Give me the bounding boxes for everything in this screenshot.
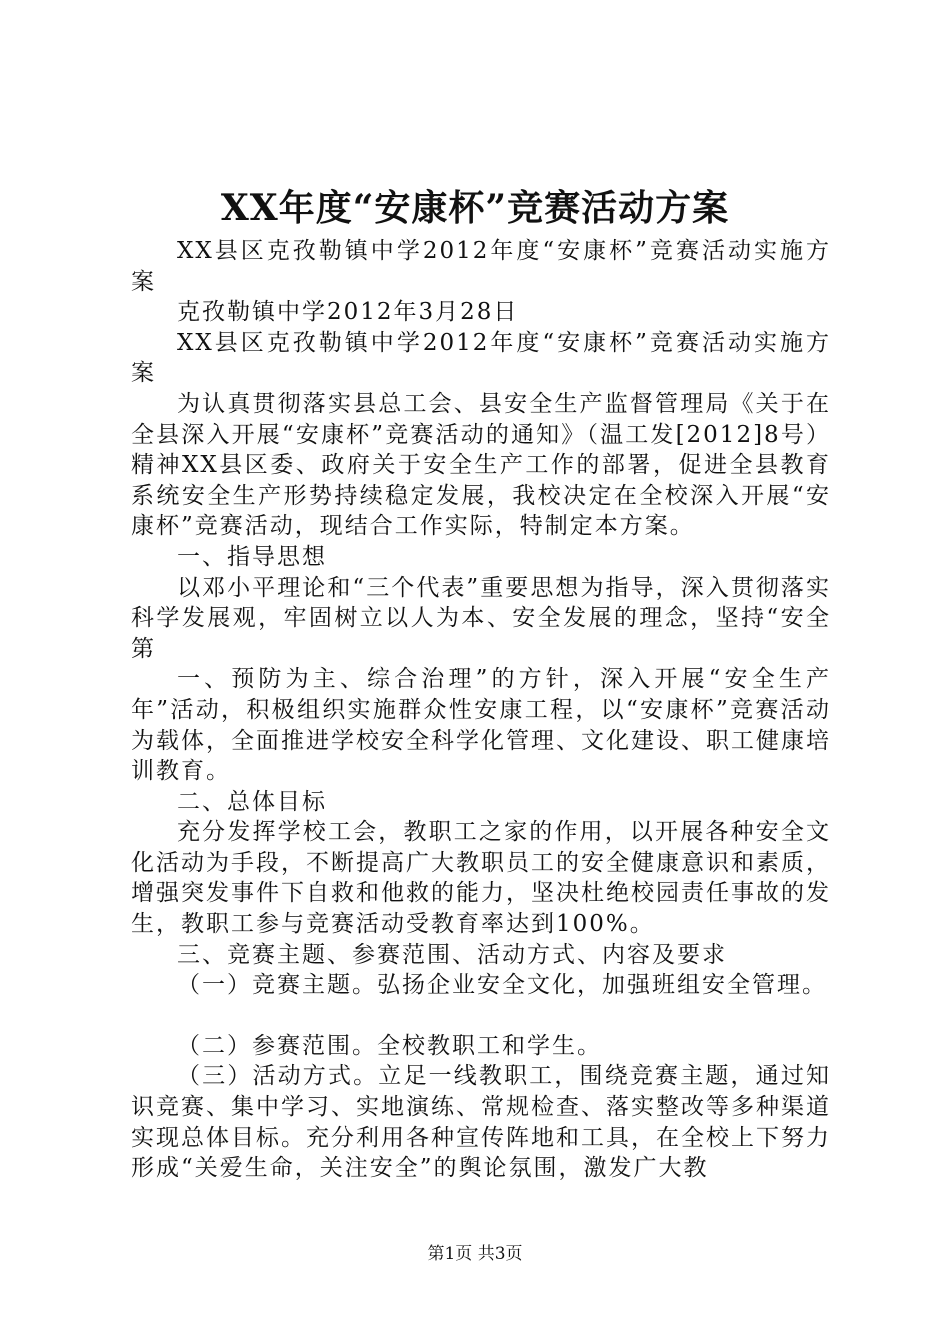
page-footer: 第1页 共3页 [427, 1244, 523, 1264]
paragraph-guiding-ideology: 以邓小平理论和“三个代表”重要思想为指导，深入贯彻落实科学发展观，牢固树立以人为本、安全发展的理念，坚持“安全第 [131, 574, 831, 662]
paragraph-intro: 为认真贯彻落实县总工会、县安全生产监督管理局《关于在全县深入开展“安康杯”竞赛活动的通知》（温工发[2012]8号）精神XX县区委、政府关于安全生产工作的部署，促进全县教育系统安全生产形势持续稳定发展，我校决定在全校深入开展“安康杯”竞赛活动，现结合工作实际，特制定本方案。 [131, 390, 831, 540]
section-heading-guiding-ideology: 一、指导思想 [177, 543, 327, 570]
paragraph-guiding-ideology-cont: 一、预防为主、综合治理”的方针，深入开展“安全生产年”活动，积极组织实施群众性安康工程，以“安康杯”竞赛活动为载体，全面推进学校安全科学化管理、文化建设、职工健康培训教育。 [131, 666, 831, 785]
section-heading-competition-theme: 三、竞赛主题、参赛范围、活动方式、内容及要求 [177, 941, 727, 968]
paragraph-spacer [131, 1001, 831, 1031]
section-heading-overall-goal: 二、总体目标 [177, 788, 327, 815]
paragraph-activity-method: （三）活动方式。立足一线教职工，围绕竞赛主题，通过知识竞赛、集中学习、实地演练、常规检查、落实整改等多种渠道实现总体目标。充分利用各种宣传阵地和工具，在全校上下努力形成“关爱生命，关注安全”的舆论氛围，激发广大教 [131, 1063, 831, 1182]
document-title: XX年度“安康杯”竞赛活动方案 [220, 187, 730, 229]
paragraph-date-line: 克孜勒镇中学2012年3月28日 [177, 299, 519, 326]
paragraph-competition-theme: （一）竞赛主题。弘扬企业安全文化，加强班组安全管理。 [177, 972, 827, 999]
paragraph-overall-goal: 充分发挥学校工会，教职工之家的作用，以开展各种安全文化活动为手段，不断提高广大教职员工的安全健康意识和素质，增强突发事件下自救和他救的能力，坚决杜绝校园责任事故的发生，教职工参与竞赛活动受教育率达到100%。 [131, 819, 831, 938]
paragraph-participation-scope: （二）参赛范围。全校教职工和学生。 [177, 1032, 602, 1059]
paragraph-plan-heading-2: XX县区克孜勒镇中学2012年度“安康杯”竞赛活动实施方案 [131, 329, 831, 387]
document-body [131, 236, 831, 1184]
paragraph-plan-heading-1: XX县区克孜勒镇中学2012年度“安康杯”竞赛活动实施方案 [131, 238, 831, 295]
